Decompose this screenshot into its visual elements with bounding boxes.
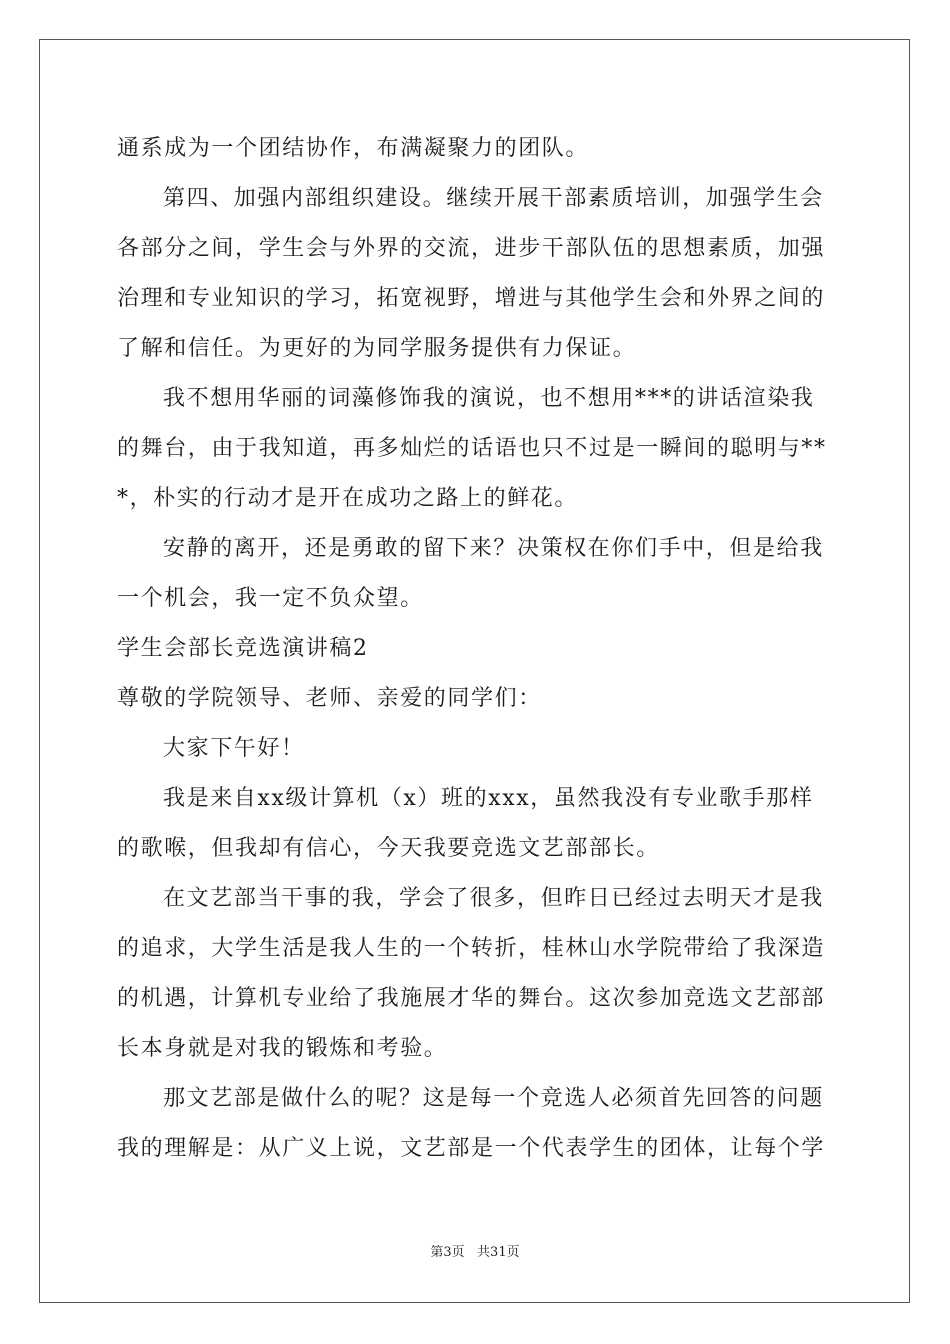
paragraph-line: 的舞台，由于我知道，再多灿烂的话语也只不过是一瞬间的聪明与** [117, 436, 827, 461]
paragraph-line: 了解和信任。为更好的为同学服务提供有力保证。 [117, 336, 637, 361]
paragraph-line: 在文艺部当干事的我，学会了很多，但昨日已经过去明天才是我 [163, 886, 824, 911]
paragraph-line: 的机遇，计算机专业给了我施展才华的舞台。这次参加竞选文艺部部 [117, 986, 826, 1011]
paragraph-line: 治理和专业知识的学习，拓宽视野，增进与其他学生会和外界之间的 [117, 286, 826, 311]
paragraph-line: 的追求，大学生活是我人生的一个转折，桂林山水学院带给了我深造 [117, 936, 826, 961]
paragraph-line: 长本身就是对我的锻炼和考验。 [117, 1036, 448, 1061]
paragraph-line: 一个机会，我一定不负众望。 [117, 586, 424, 611]
page-number-footer: 第3页 共31页 [430, 1245, 520, 1260]
paragraph-line: 安静的离开，还是勇敢的留下来？决策权在你们手中，但是给我 [163, 536, 824, 561]
paragraph-line: 通系成为一个团结协作，布满凝聚力的团队。 [117, 136, 590, 161]
section-title: 学生会部长竞选演讲稿2 [117, 636, 369, 661]
paragraph-line: 那文艺部是做什么的呢？这是每一个竞选人必须首先回答的问题 [163, 1086, 824, 1111]
paragraph-line: 第四、加强内部组织建设。继续开展干部素质培训，加强学生会 [163, 186, 824, 211]
paragraph-line: 各部分之间，学生会与外界的交流，进步干部队伍的思想素质，加强 [117, 236, 826, 261]
paragraph-line: 我的理解是：从广义上说，文艺部是一个代表学生的团体，让每个学 [117, 1136, 826, 1161]
paragraph-line: 我不想用华丽的词藻修饰我的演说，也不想用***的讲话渲染我 [163, 386, 815, 411]
paragraph-line: 我是来自xx级计算机（x）班的xxx，虽然我没有专业歌手那样 [163, 786, 814, 811]
paragraph-line: 的歌喉，但我却有信心，今天我要竞选文艺部部长。 [117, 836, 660, 861]
salutation: 尊敬的学院领导、老师、亲爱的同学们： [117, 686, 542, 711]
paragraph-line: *，朴实的行动才是开在成功之路上的鲜花。 [117, 486, 579, 511]
greeting: 大家下午好！ [163, 736, 305, 761]
